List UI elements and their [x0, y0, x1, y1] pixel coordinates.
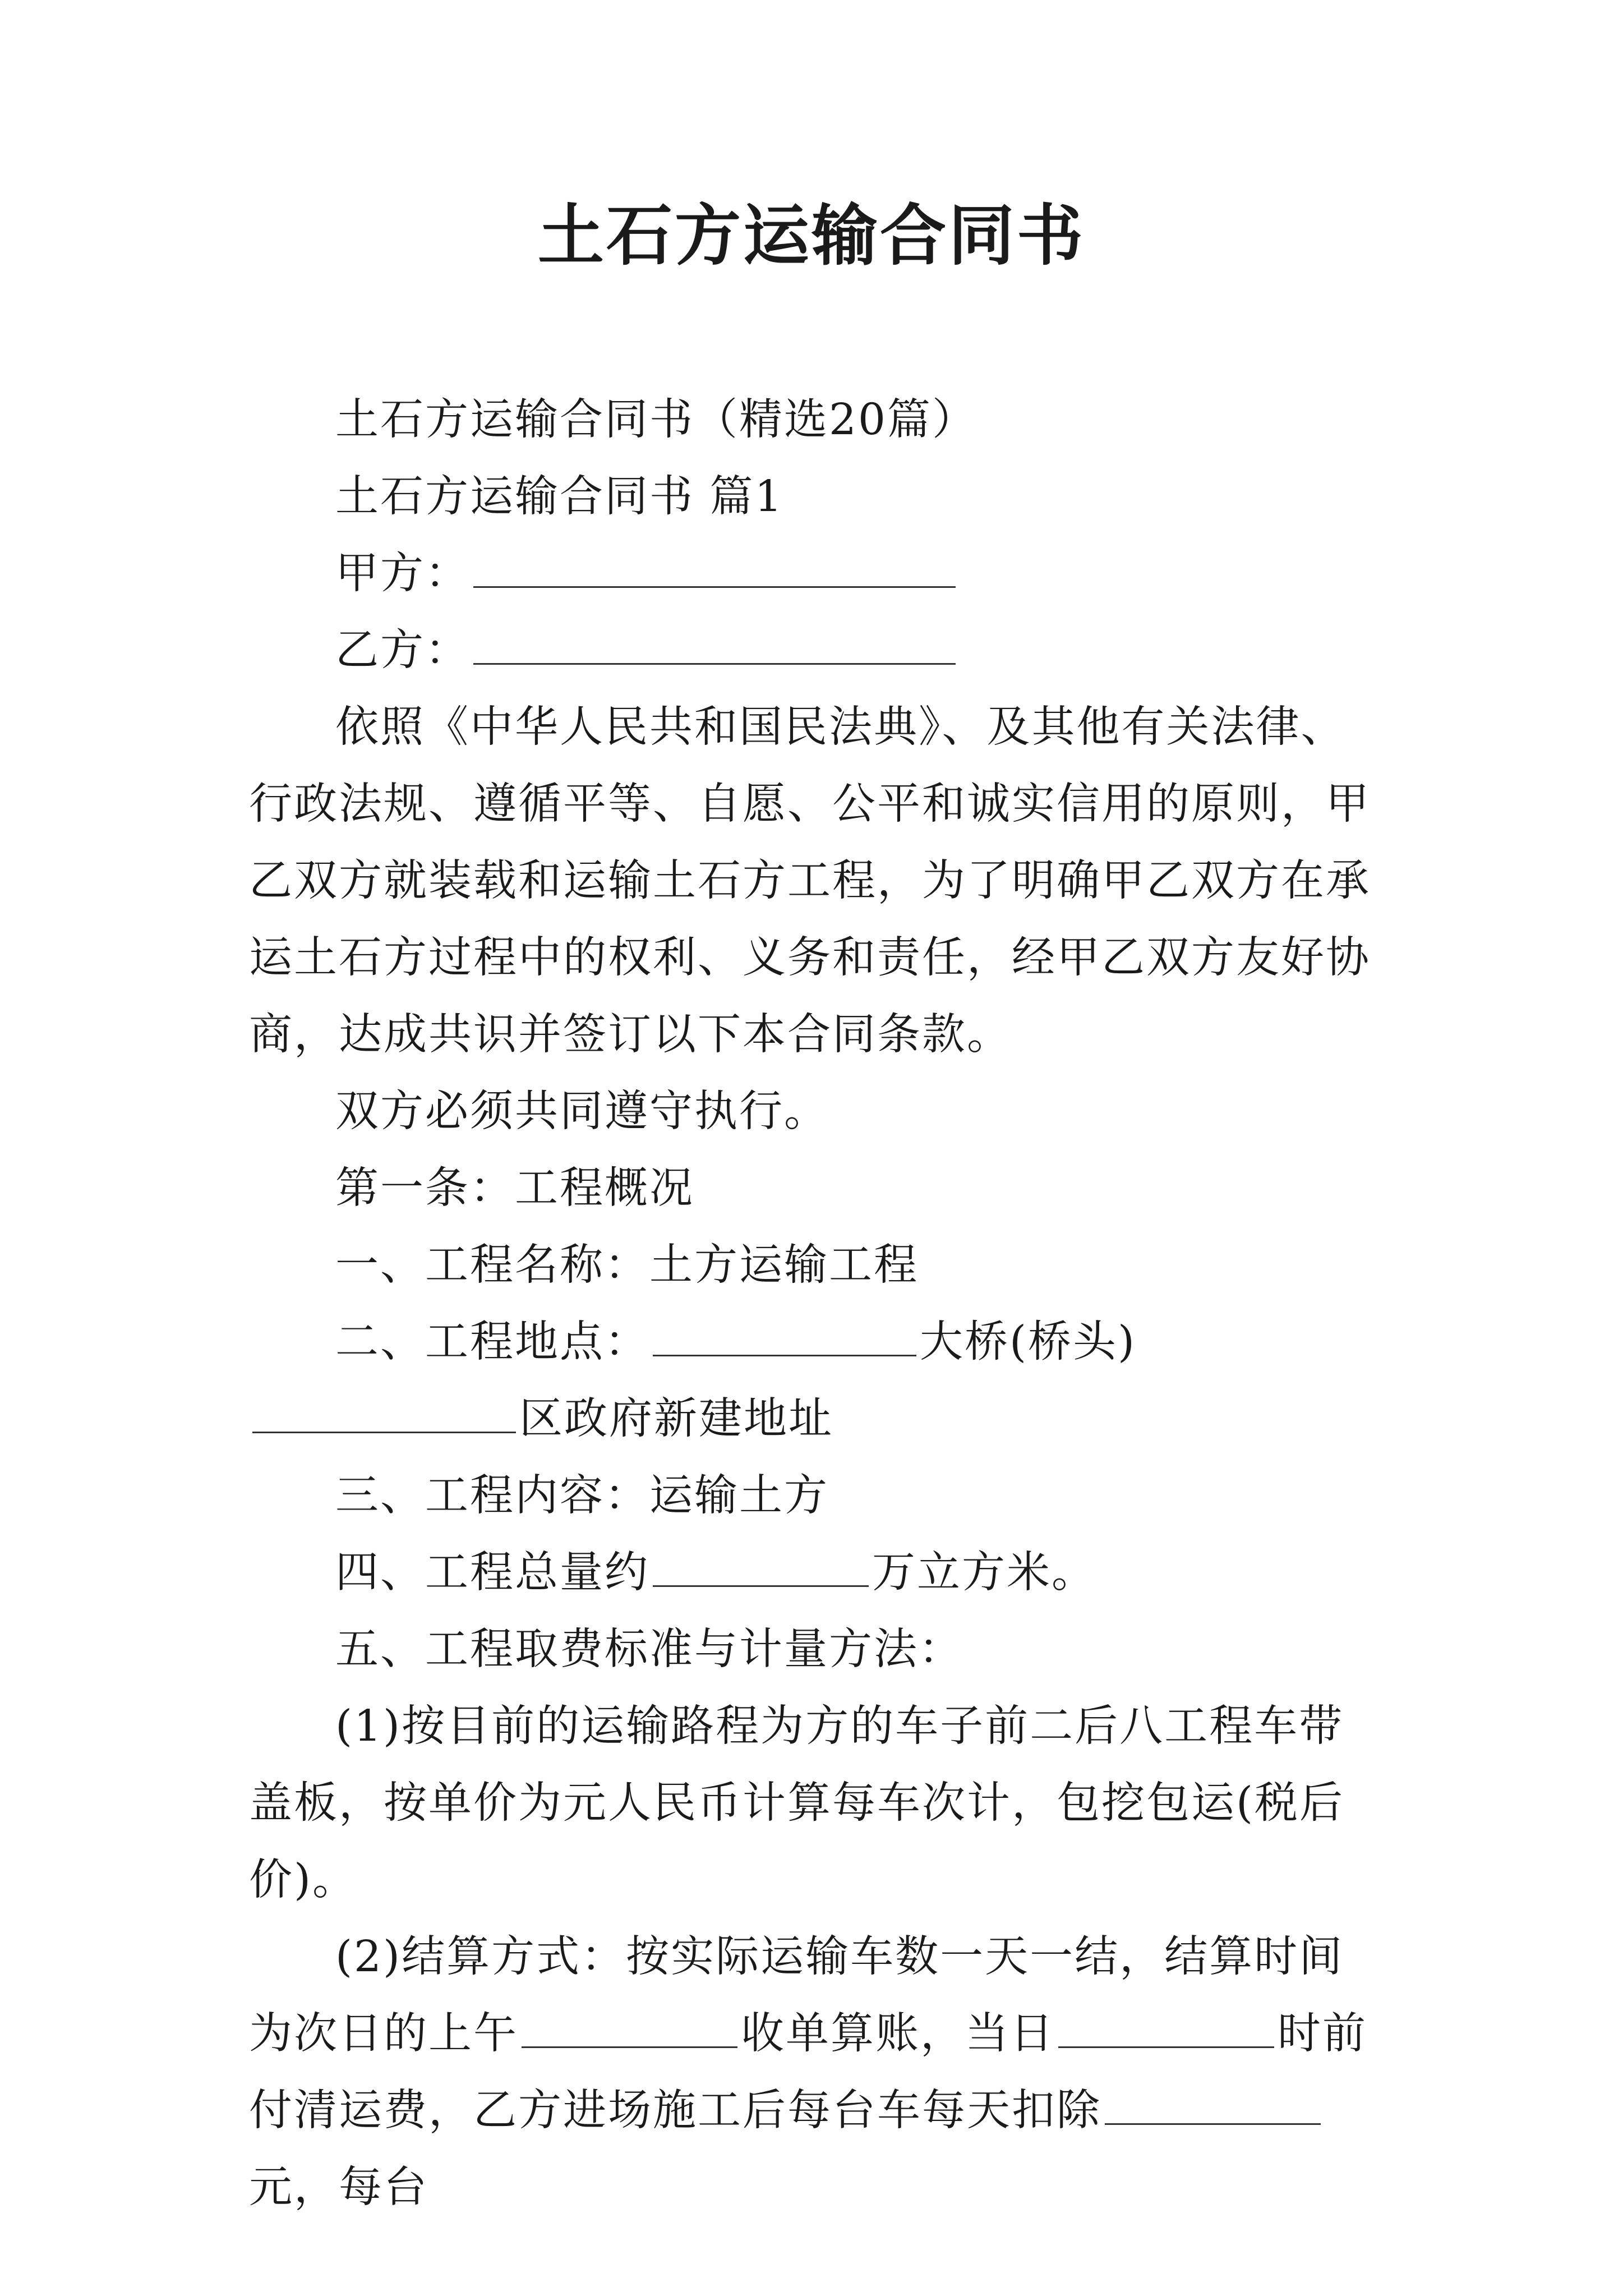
item-5-paragraph: 五、工程取费标准与计量方法： — [335, 1625, 963, 1674]
party-a-label: 甲方： — [335, 549, 470, 599]
item-4-paragraph — [249, 1534, 1382, 1611]
party-b-label: 乙方： — [335, 625, 470, 675]
party-a-blank — [473, 553, 956, 588]
party-a-line — [249, 535, 1382, 612]
clause-2-part-2: 收单算账，当日 — [741, 2009, 1055, 2059]
intro-paragraph: 依照《中华人民共和国民法典》、及其他有关法律、行政法规、遵循平等、自愿、公平和诚实信用的原则，甲乙双方就装载和运输土石方工程，为了明确甲乙双方在承运土石方过程中的权利、义务和责任，经甲乙双方友好协商，达成共识并签订以下本合同条款。 — [249, 702, 1371, 1060]
document-title: 土石方运输合同书 — [537, 196, 1085, 274]
article-1-heading: 第一条：工程概况 — [335, 1163, 694, 1213]
item-2-address: 区政府新建地址 — [519, 1394, 833, 1444]
clause-2-part-4: 元，每台 — [249, 2162, 428, 2212]
location-blank-2 — [252, 1398, 516, 1433]
party-b-line — [249, 612, 1382, 689]
comply-paragraph: 双方必须共同遵守执行。 — [335, 1087, 829, 1137]
party-b-blank — [473, 629, 956, 665]
clause-2-part-3: 时前付清运费，乙方进场施工后每台车每天扣除 — [249, 2009, 1367, 2136]
item-4-unit: 万立方米。 — [872, 1548, 1096, 1598]
item-3-paragraph: 三、工程内容：运输土方 — [335, 1471, 829, 1521]
deduction-blank — [1105, 2090, 1321, 2125]
part-heading: 土石方运输合同书 篇1 — [335, 472, 784, 522]
clause-1-paragraph: (1)按目前的运输路程为方的车子前二后八工程车带盖板，按单价为元人民币计算每车次计，包挖包运(税后价)。 — [249, 1701, 1345, 1905]
pay-time-blank — [1058, 2013, 1274, 2048]
item-2-bridge: 大桥(桥头) — [920, 1317, 1137, 1367]
document-body — [249, 381, 1382, 2226]
location-blank-1 — [653, 1321, 916, 1356]
clause-2-part-1: (2)结算方式：按实际运输车数一天一结，结算时间为次日的上午 — [249, 1932, 1344, 2059]
subtitle-paragraph: 土石方运输合同书（精选20篇） — [335, 395, 977, 445]
item-2-paragraph — [249, 1304, 1382, 1457]
item-4-label: 四、工程总量约 — [335, 1548, 649, 1598]
quantity-blank — [653, 1552, 869, 1587]
settle-time-blank — [522, 2013, 737, 2048]
clause-2-paragraph — [249, 1918, 1382, 2226]
item-1-paragraph: 一、工程名称：土方运输工程 — [335, 1240, 919, 1290]
item-2-label: 二、工程地点： — [335, 1317, 649, 1367]
